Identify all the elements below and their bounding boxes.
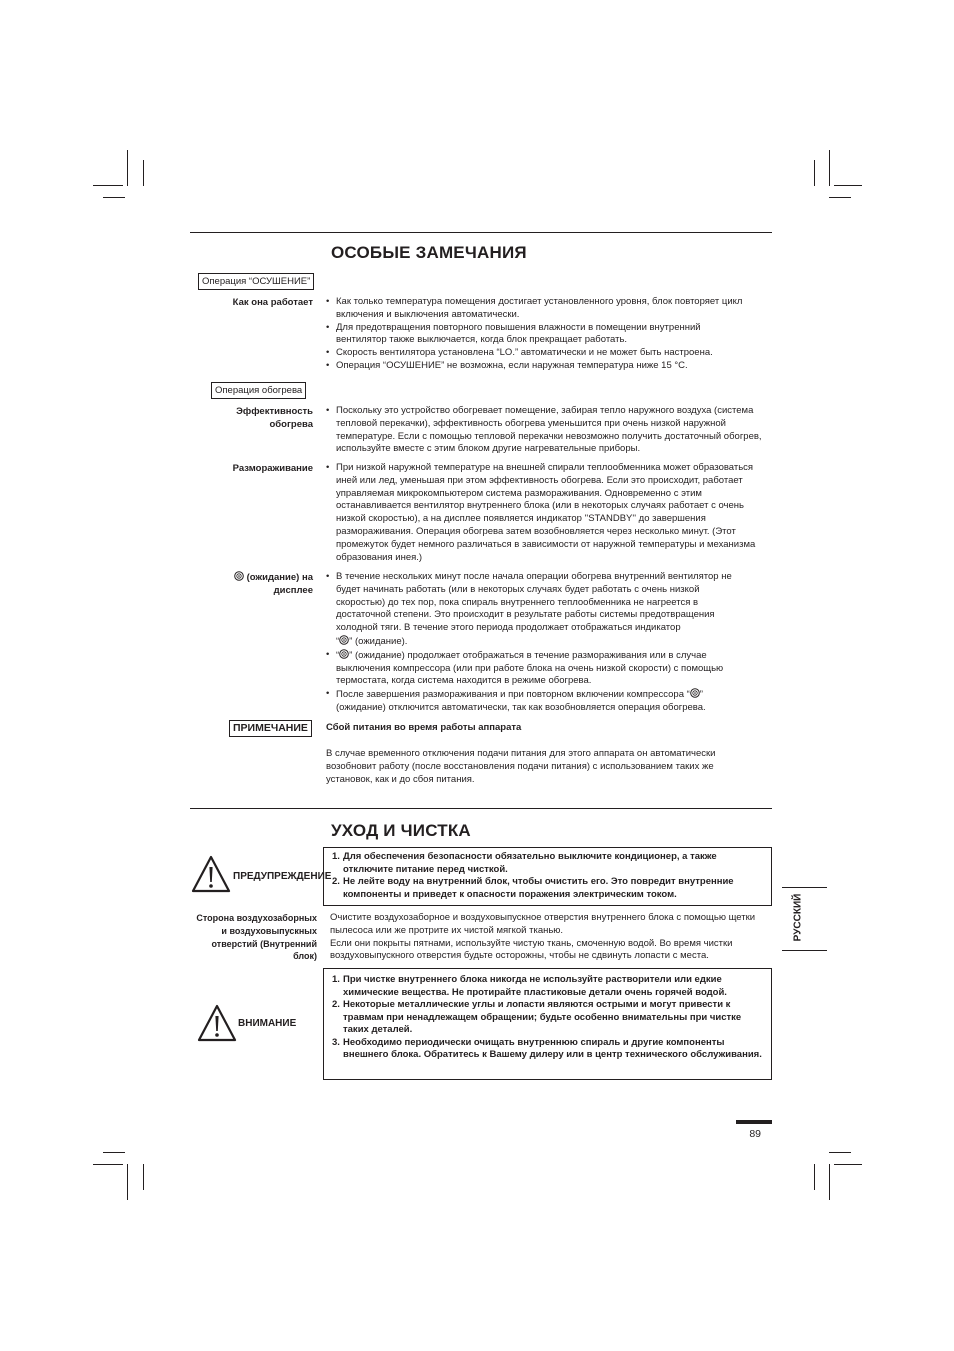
warning-triangle-icon — [191, 855, 231, 893]
item-number: 2. — [332, 999, 340, 1010]
list-item: • При низкой наружной температуре на внешней спирали теплообменника может образоваться иней или лед, уменьшая при этом эффективность обогрева. Если это происходит, работает управляемая микрокомпьютером система размораживания. Одновременно с этим останавливается вентилятор внутреннего блока (или в некоторых случаях работает с очень низкой скоростью), а на дисплее появляется индикатор ''STANDBY'' до завершения размораживания. Операция обогрева затем возобновляется через несколько минут. (Этот промежуток будет немного различаться в зависимости от наружной температуры и механизма образования инея.) — [326, 462, 756, 564]
text: ” (ожидание) отключится автоматически, так как возобновляется операция обогрева. — [336, 689, 706, 713]
list-item — [326, 649, 751, 688]
crop-mark — [814, 1164, 815, 1190]
caution-triangle-icon — [197, 1004, 237, 1042]
note-tag: ПРИМЕЧАНИЕ — [229, 720, 312, 737]
standby-display-label — [190, 571, 313, 597]
list-item: • Скорость вентилятора установлена “LO.” автоматически и не может быть настроена. — [326, 347, 746, 360]
item-number: 1. — [332, 974, 340, 985]
list-item: • Поскольку это устройство обогревает помещение, забирая тепло наружного воздуха (система тепловой перекачки), эффективность обогрева уменьшится при очень низкой наружной температуре. Если с помощью тепловой перекачки невозможно получить достаточный обогрев, используйте вместе с этим блоком другие нагревательные приборы. — [326, 405, 771, 456]
standby-icon — [339, 649, 349, 659]
section-rule — [190, 808, 772, 809]
text: Необходимо периодически очищать внутреннюю спираль и другие компоненты внешнего блока. Обратитесь к Вашему дилеру или в центр технического обслуживания. — [343, 1036, 762, 1060]
crop-mark — [829, 150, 830, 186]
crop-mark — [834, 1164, 862, 1165]
section-title-special-notes: ОСОБЫЕ ЗАМЕЧАНИЯ — [331, 243, 527, 262]
standby-icon — [234, 571, 244, 581]
open-quote: “ — [336, 649, 340, 661]
label-line: обогрева — [269, 419, 313, 430]
section-rule — [190, 232, 772, 233]
item-number: 1. — [332, 851, 340, 862]
text: После завершения размораживания и при повторном включении компрессора “ — [336, 689, 690, 701]
paragraph: Очистите воздухозаборное и воздуховыпускное отверстия внутреннего блока с помощью щетки пылесоса или же протрите их чистой мягкой тканью. — [330, 912, 756, 936]
text: ” (ожидание). — [349, 635, 408, 647]
crop-mark — [143, 160, 144, 186]
crop-mark — [93, 185, 123, 186]
item-number: 3. — [332, 1036, 340, 1048]
list-item: • Для предотвращения повторного повышения влажности в помещении внутренний вентилятор также выключается, когда блок прекращает работать. — [326, 322, 746, 348]
list-item — [326, 571, 751, 649]
label-line: дисплее — [273, 585, 313, 596]
text: Не лейте воду на внутренний блок, чтобы очистить его. Это повредит внутренние компоненты и приведет к опасности поражения электрическим током. — [343, 876, 734, 900]
air-inlet-outlet-text — [330, 912, 770, 963]
list-item — [326, 688, 751, 715]
language-tab: РУССКИЙ — [792, 893, 804, 942]
caution-label: ВНИМАНИЕ — [238, 1018, 297, 1029]
dry-operation-tag: Операция “ОСУШЕНИЕ” — [198, 273, 314, 290]
list-item — [332, 974, 763, 999]
list-item — [332, 999, 763, 1037]
defrost-label: Размораживание — [232, 463, 313, 474]
text: Для обеспечения безопасности обязательно выключите кондиционер, а также отключите питание перед чисткой. — [343, 851, 717, 875]
crop-mark — [814, 160, 815, 186]
label-line — [190, 571, 313, 584]
note-title: Сбой питания во время работы аппарата — [326, 722, 522, 733]
list-item: • Как только температура помещения достигает установленного уровня, блок повторяет цикл включения и выключения автоматически. — [326, 296, 746, 322]
standby-icon — [339, 635, 349, 645]
list-item: • Операция “ОСУШЕНИЕ” не возможна, если наружная температура ниже 15 °C. — [326, 360, 746, 373]
list-item — [332, 851, 763, 876]
side-tab-rule — [782, 887, 827, 888]
how-it-works-label: Как она работает — [232, 297, 313, 308]
crop-mark — [834, 185, 862, 186]
label-line: Эффективность — [236, 406, 313, 417]
list-item — [332, 876, 763, 901]
heating-efficiency-label — [190, 405, 313, 431]
heating-efficiency-text — [326, 405, 771, 456]
page-number: 89 — [749, 1128, 761, 1140]
note-text: В случае временного отключения подачи питания для этого аппарата он автоматически возобновит работу (после восстановления подачи питания) с использованием таких же установок, как и до сбоя питания. — [326, 748, 716, 785]
label-text: (ожидание) на — [246, 572, 313, 583]
warning-box — [323, 847, 772, 906]
text: Некоторые металлические углы и лопасти являются острыми и могут привести к травмам при ненадлежащем обращении; будьте особенно внимательны при чистке таких деталей. — [343, 999, 742, 1035]
crop-mark — [143, 1164, 144, 1190]
defrost-text — [326, 462, 756, 564]
crop-mark — [93, 1164, 123, 1165]
text: ” (ожидание) продолжает отображаться в течение размораживания или в случае выключения компрессора (или при работе блока на очень низкой скорости) с помощью термостата, когда система находится в режиме обогрева. — [336, 649, 724, 687]
open-quote: “ — [336, 635, 340, 647]
crop-mark — [103, 1152, 125, 1153]
crop-mark — [127, 1164, 128, 1200]
text: В течение нескольких минут после начала операции обогрева внутренний вентилятор не будет начинать работать (или в некоторых случаях будет работать с очень низкой скоростью) до тех пор, пока спираль внутреннего теплообменника не нагреется в достаточной степени. Это происходит в результате работы системы предотвращения холодной тяги. В течение этого периода продолжает отображаться индикатор — [336, 571, 732, 634]
paragraph: Если они покрыты пятнами, используйте чистую ткань, смоченную водой. Во время чистки воздуховыпускного отверстия будьте осторожны, чтобы не сдвинуть лопасти с места. — [330, 937, 733, 962]
standby-text — [326, 571, 751, 715]
warning-label: ПРЕДУПРЕЖДЕНИЕ — [233, 871, 332, 882]
crop-mark — [103, 197, 125, 198]
side-tab-rule — [782, 950, 827, 951]
section-title-care-cleaning: УХОД И ЧИСТКА — [331, 821, 471, 840]
item-number: 2. — [332, 876, 340, 887]
page-number-bar — [736, 1120, 772, 1124]
crop-mark — [127, 150, 128, 186]
crop-mark — [829, 197, 851, 198]
list-item — [332, 1037, 763, 1062]
caution-box — [323, 968, 772, 1080]
air-inlet-outlet-label: Сторона воздухозаборных и воздуховыпускных отверстий (Внутренний блок) — [196, 913, 317, 962]
text: При чистке внутреннего блока никогда не используйте растворители или едкие химические вещества. Не протирайте пластиковые детали очень горячей водой. — [343, 974, 727, 998]
crop-mark — [829, 1152, 851, 1153]
heating-operation-tag: Операция обогрева — [211, 382, 306, 399]
standby-icon — [690, 688, 700, 698]
how-it-works-list — [326, 296, 746, 373]
crop-mark — [829, 1164, 830, 1200]
